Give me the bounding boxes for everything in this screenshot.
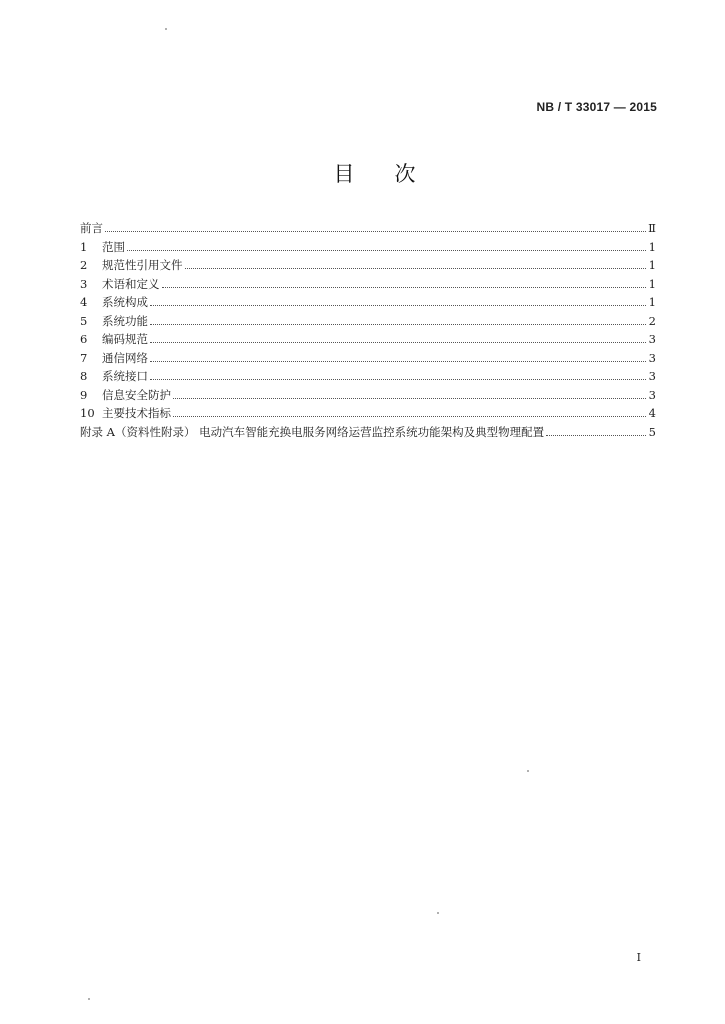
toc-entry-page: 3	[648, 350, 656, 365]
toc-entry-number: 8	[80, 369, 88, 383]
toc-dot-leader	[127, 249, 646, 251]
toc-entry-page: 1	[648, 258, 656, 272]
toc-entry-label: 规范性引用文件	[102, 258, 183, 272]
toc-entry-page: 5	[648, 424, 656, 439]
toc-entry-4[interactable]	[80, 293, 656, 312]
toc-entry-appendix-a[interactable]	[80, 423, 656, 442]
toc-dot-leader	[150, 378, 646, 380]
toc-entry-number: 10	[80, 406, 95, 420]
toc-entry-label: 范围	[102, 239, 125, 254]
toc-entry-10[interactable]	[80, 404, 656, 423]
toc-entry-label: 信息安全防护	[102, 387, 171, 402]
scan-speck	[437, 912, 439, 914]
toc-entry-label: 编码规范	[102, 332, 148, 346]
toc-entry-page: 2	[648, 313, 656, 328]
toc-entry-1[interactable]	[80, 238, 656, 257]
toc-dot-leader	[173, 397, 646, 399]
toc-dot-leader	[546, 434, 646, 436]
standard-number: NB / T 33017 — 2015	[536, 100, 657, 114]
toc-entry-8[interactable]	[80, 367, 656, 386]
toc-dot-leader	[150, 304, 646, 306]
toc-dot-leader	[162, 286, 647, 288]
scan-speck	[527, 770, 529, 772]
toc-dot-leader	[185, 267, 647, 269]
toc-entry-page: 1	[648, 295, 656, 309]
toc-title-char-1: 目	[333, 162, 355, 186]
page-number: I	[636, 951, 641, 964]
toc-entry-number: 7	[80, 350, 88, 365]
toc-title-char-2: 次	[394, 162, 416, 186]
toc-entry-foreword[interactable]	[80, 219, 656, 238]
table-of-contents	[80, 219, 656, 441]
toc-entry-page: 4	[648, 406, 656, 420]
toc-entry-page: 1	[648, 276, 656, 291]
toc-entry-3[interactable]	[80, 275, 656, 294]
toc-entry-9[interactable]	[80, 386, 656, 405]
toc-entry-label: 主要技术指标	[102, 406, 171, 420]
toc-entry-number: 2	[80, 258, 88, 272]
toc-entry-page: Ⅱ	[648, 221, 656, 235]
toc-entry-label: 术语和定义	[102, 276, 160, 291]
scan-speck	[88, 998, 90, 1000]
toc-dot-leader	[105, 230, 646, 232]
toc-entry-6[interactable]	[80, 330, 656, 349]
toc-dot-leader	[150, 360, 646, 362]
toc-dot-leader	[150, 341, 646, 343]
toc-dot-leader	[150, 323, 646, 325]
toc-entry-page: 3	[648, 332, 656, 346]
toc-entry-label: 系统功能	[102, 313, 148, 328]
toc-entry-number: 4	[80, 295, 88, 309]
toc-entry-label: 前言	[80, 221, 103, 235]
toc-entry-label: 通信网络	[102, 350, 148, 365]
toc-entry-label: 系统构成	[102, 295, 148, 309]
toc-entry-page: 1	[648, 239, 656, 254]
scan-speck	[165, 28, 167, 30]
toc-entry-label: 系统接口	[102, 369, 148, 383]
toc-entry-number: 3	[80, 276, 88, 291]
toc-entry-number: 6	[80, 332, 88, 346]
toc-entry-7[interactable]	[80, 349, 656, 368]
toc-entry-5[interactable]	[80, 312, 656, 331]
toc-title	[12, 158, 725, 188]
toc-entry-2[interactable]	[80, 256, 656, 275]
toc-entry-number: 1	[80, 239, 88, 254]
toc-dot-leader	[173, 415, 646, 417]
toc-entry-number: 9	[80, 387, 88, 402]
toc-entry-number: 5	[80, 313, 88, 328]
toc-entry-label: 附录 A（资料性附录） 电动汽车智能充换电服务网络运营监控系统功能架构及典型物理配置	[80, 424, 545, 439]
toc-entry-page: 3	[648, 387, 656, 402]
toc-entry-page: 3	[648, 369, 656, 383]
